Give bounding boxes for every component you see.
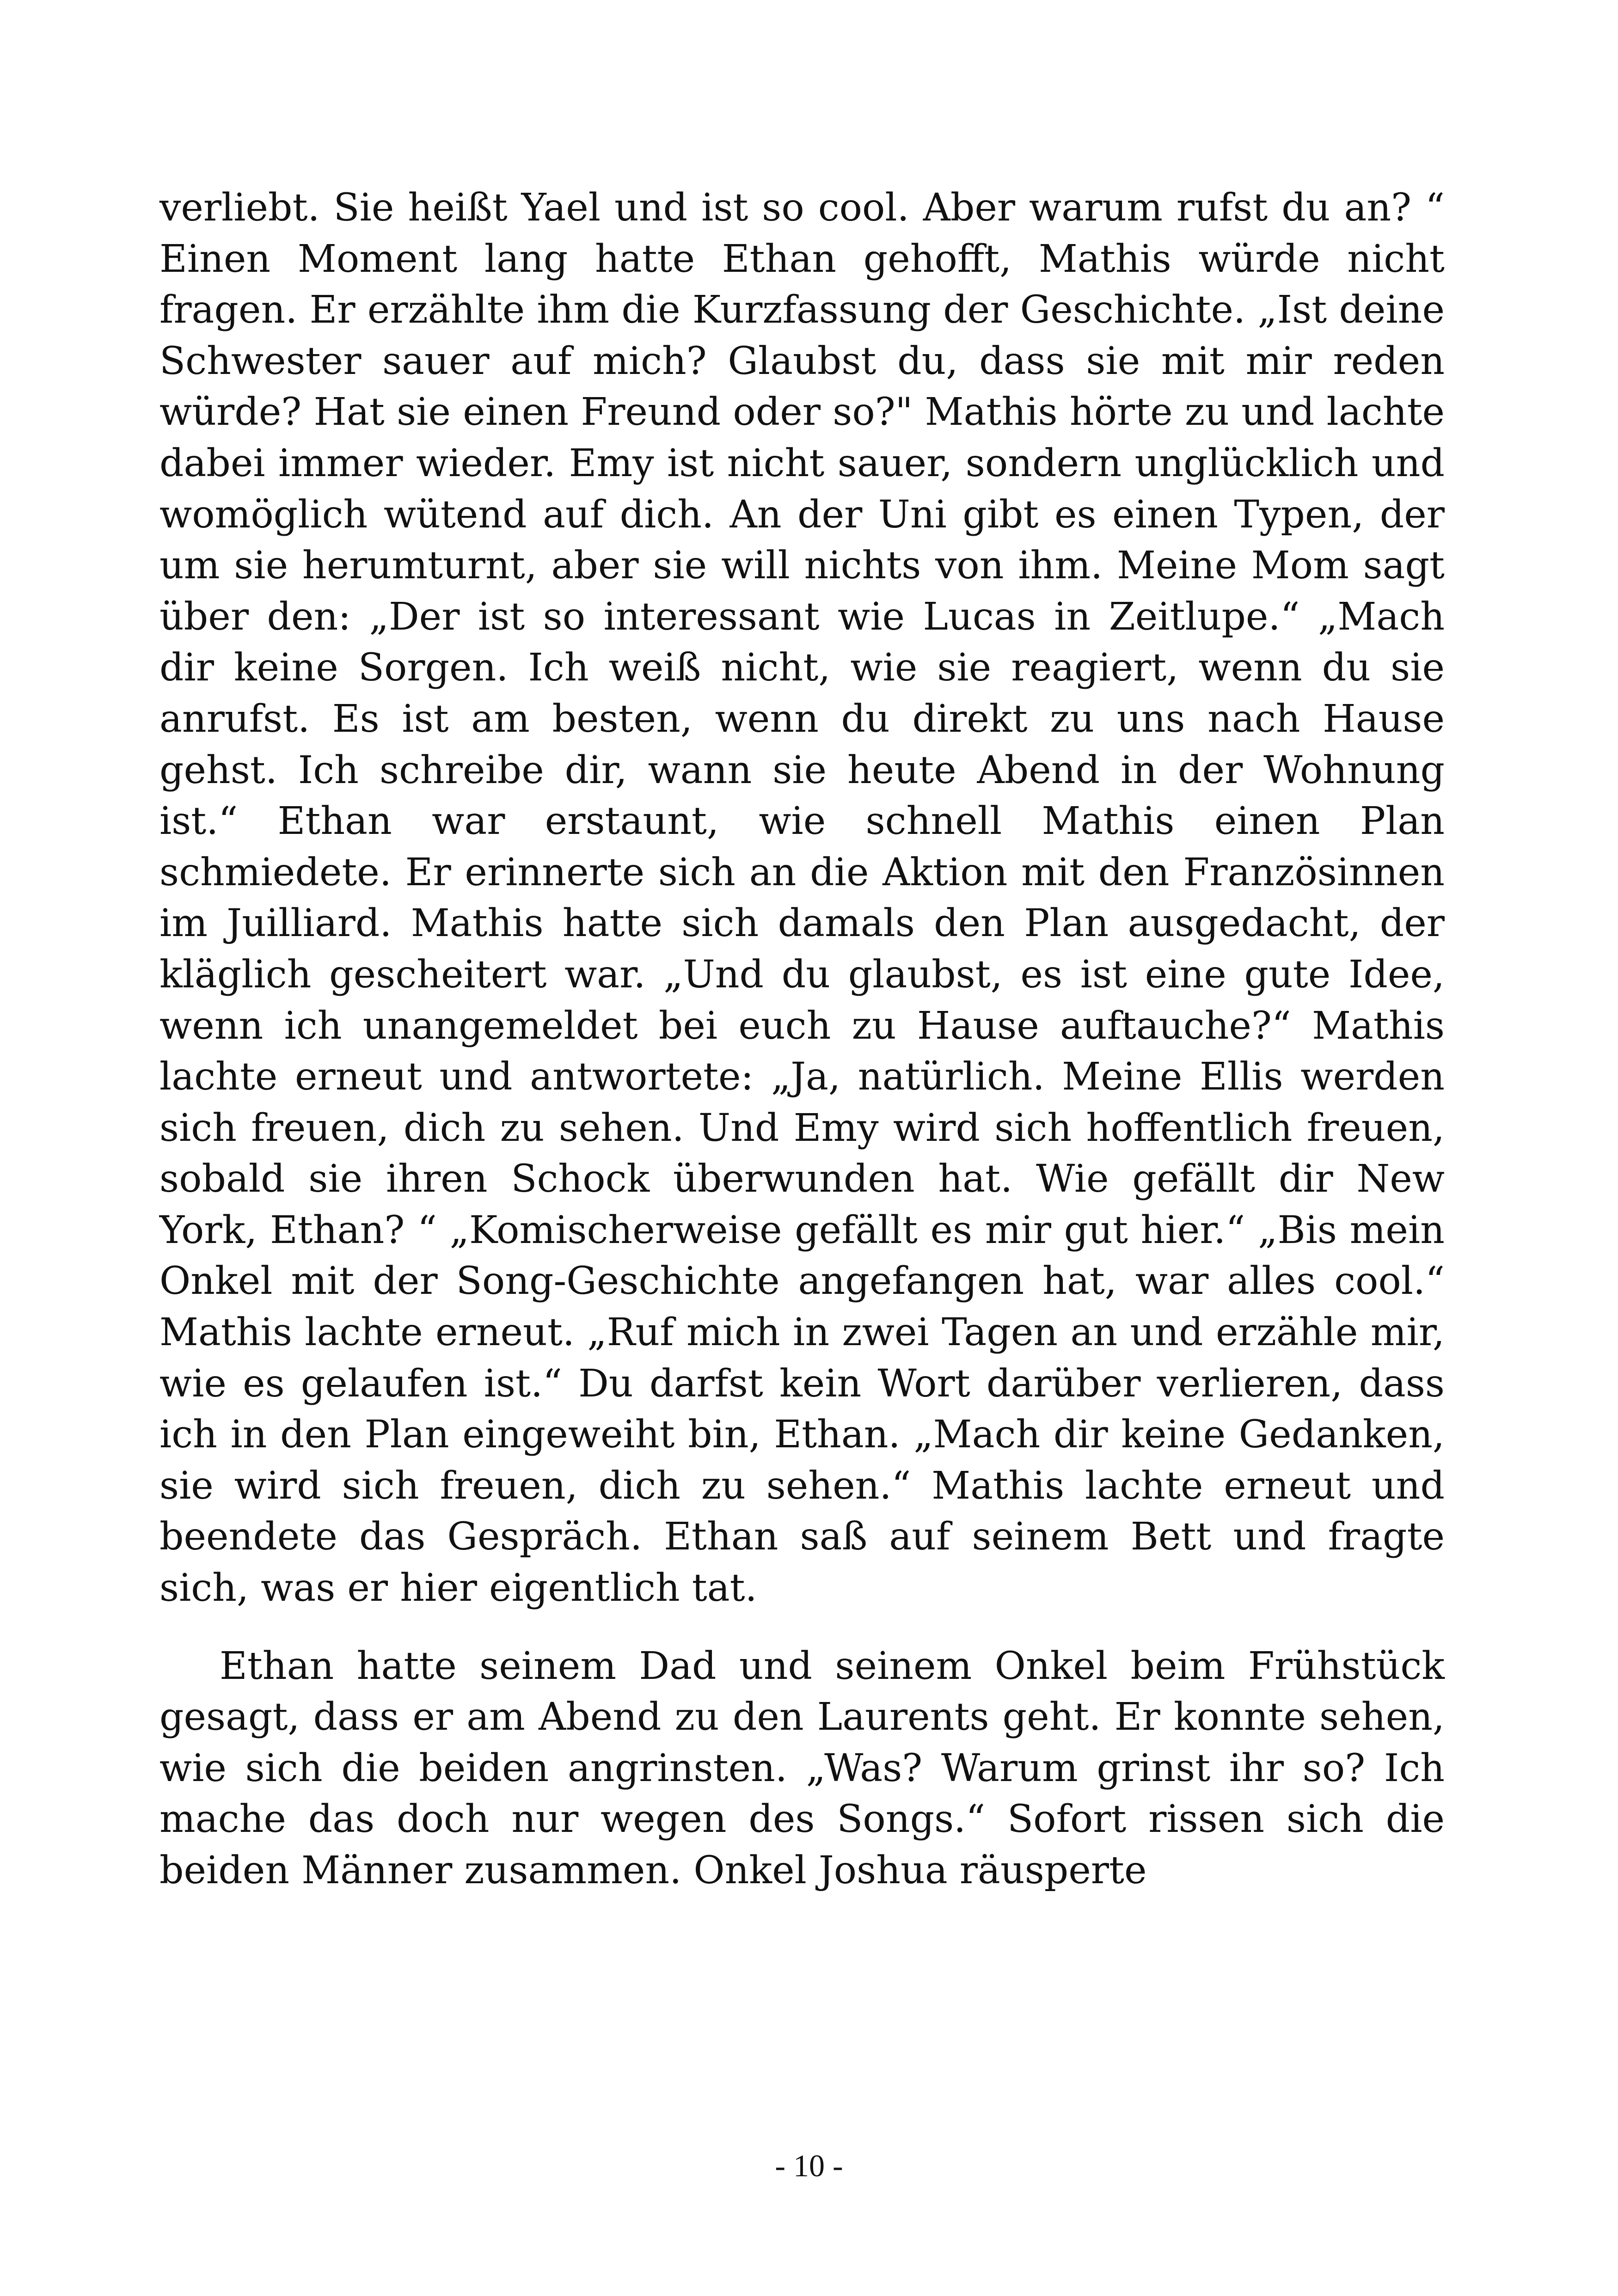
body-text (159, 183, 1445, 1897)
page-number: - 10 - (775, 2148, 843, 2183)
paragraph: Ethan hatte seinem Dad und seinem Onkel beim Frühstück gesagt, dass er am Abend zu den Laurents geht. Er konnte sehen, wie sich die beiden angrinsten. „Was? Warum grinst ihr so? Ich mache das doch nur wegen des Songs.“ Sofort rissen sich die beiden Männer zusammen. Onkel Joshua räusperte (159, 1644, 1445, 1892)
paragraph: verliebt. Sie heißt Yael und ist so cool. Aber warum rufst du an? “ Einen Moment lang hatte Ethan gehofft, Mathis würde nicht fragen. Er erzählte ihm die Kurzfassung der Geschichte. „Ist deine Schwester sauer auf mich? Glaubst du, dass sie mit mir reden würde? Hat sie einen Freund oder so?" Mathis hörte zu und lachte dabei immer wieder. Emy ist nicht sauer, sondern unglücklich und womöglich wütend auf dich. An der Uni gibt es einen Typen, der um sie herumturnt, aber sie will nichts von ihm. Meine Mom sagt über den: „Der ist so interessant wie Lucas in Zeitlupe.“ „Mach dir keine Sorgen. Ich weiß nicht, wie sie reagiert, wenn du sie anrufst. Es ist am besten, wenn du direkt zu uns nach Hause gehst. Ich schreibe dir, wann sie heute Abend in der Wohnung ist.“ Ethan war erstaunt, wie schnell Mathis einen Plan schmiedete. Er erinnerte sich an die Aktion mit den Französinnen im Juilliard. Mathis hatte sich damals den Plan ausgedacht, der kläglich gescheitert war. „Und du glaubst, es ist eine gute Idee, wenn ich unangemeldet bei euch zu Hause auftauche?“ Mathis lachte erneut und antwortete: „Ja, natürlich. Meine Ellis werden sich freuen, dich zu sehen. Und Emy wird sich hoffentlich freuen, sobald sie ihren Schock überwunden hat. Wie gefällt dir New York, Ethan? “ „Komischerweise gefällt es mir gut hier.“ „Bis mein Onkel mit der Song-Geschichte angefangen hat, war alles cool.“ Mathis lachte erneut. „Ruf mich in zwei Tagen an und erzähle mir, wie es gelaufen ist.“ Du darfst kein Wort darüber verlieren, dass ich in den Plan eingeweiht bin, Ethan. „Mach dir keine Gedanken, sie wird sich freuen, dich zu sehen.“ Mathis lachte erneut und beendete das Gespräch. Ethan saß auf seinem Bett und fragte sich, was er hier eigentlich tat. (159, 186, 1445, 1610)
